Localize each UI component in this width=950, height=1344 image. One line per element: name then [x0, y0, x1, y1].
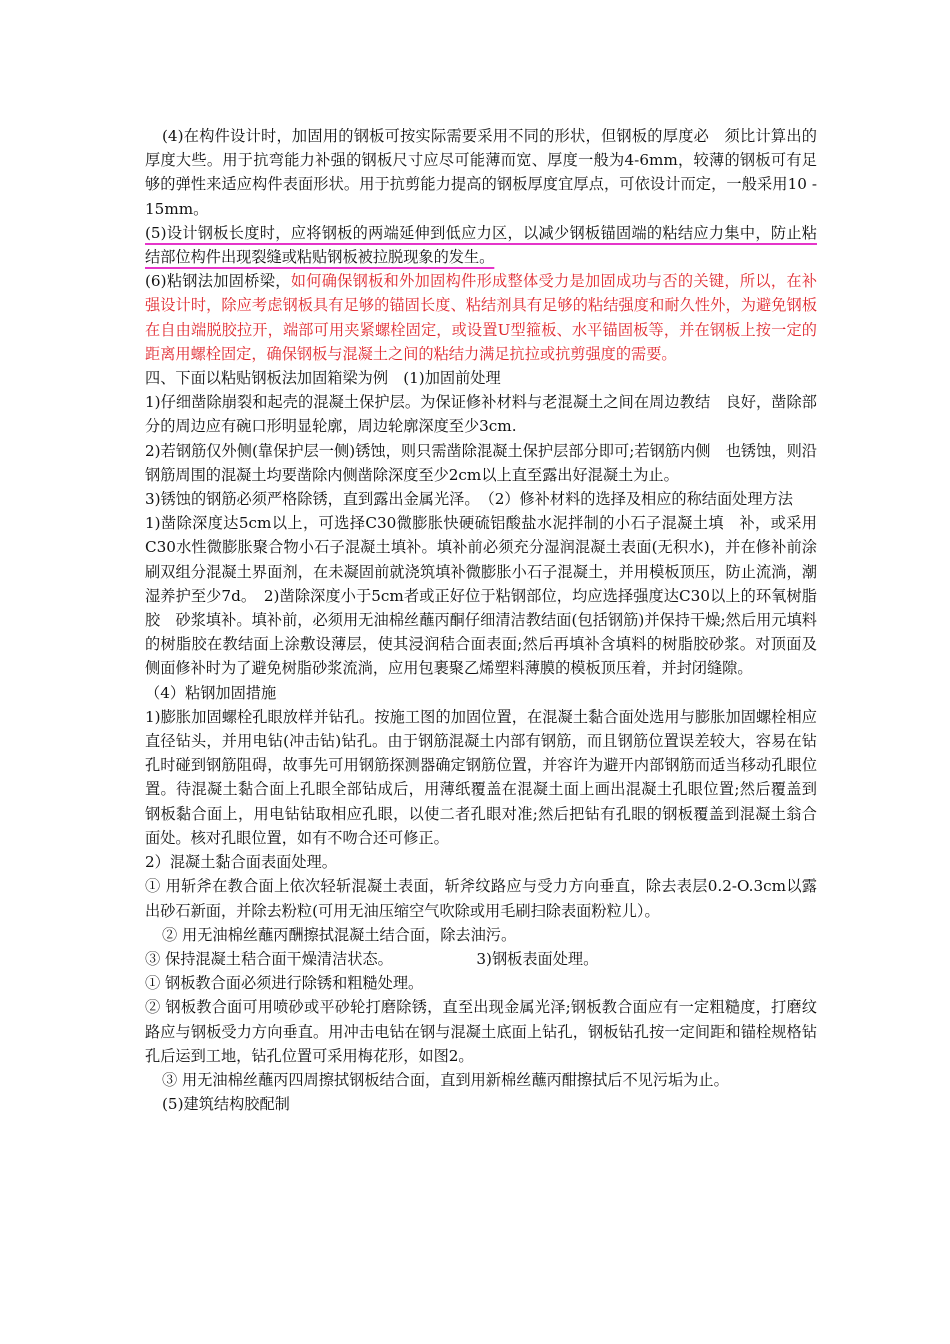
paragraph-6-bridge-bonding	[145, 269, 817, 366]
section-heading-box-girder: 四、下面以粘贴钢板法加固箱梁为例 (1)加固前处理	[145, 369, 501, 388]
heading-adhesive-mix: (5)建筑结构胶配制	[162, 1095, 290, 1114]
document-page	[145, 124, 817, 1116]
red-highlighted-text: 如何确保钢板和外加固构件形成整体受力是加固成功与否的关键，所以，在补强设计时，除应考虑钢板具有足够的锚固长度、粘结剂具有足够的粘结强度和耐久性外，为避免钢板在自由端脱胶拉开，端部可用夹紧螺栓固定，或设置U型箍板、水平锚固板等，并在钢板上按一定的距离用螺栓固定，确保钢板与混凝土之间的粘结力满足抗拉或抗剪强度的需要。	[145, 272, 818, 363]
step-drill-holes: 1)膨胀加固螺栓孔眼放样并钻孔。按施工图的加固位置，在混凝土黏合面处选用与膨胀加固螺栓相应直径钻头，并用电钻(冲击钻)钻孔。由于钢筋混凝土内部有钢筋，而且钢筋位置误差较大，容易在钻孔时碰到钢筋阻碍，故事先可用钢筋探测器确定钢筋位置，并容许为避开内部钢筋而适当移动孔眼位置。待混凝土黏合面上孔眼全部钻成后，用薄纸覆盖在混凝土面上画出混凝土孔眼位置;然后覆盖到钢板黏合面上，用电钻钻取相应孔眼，以使二者孔眼对准;然后把钻有孔眼的钢板覆盖到混凝土翁合面处。核对孔眼位置，如有不吻合还可修正。	[145, 707, 817, 847]
step-2-rebar-corrosion: 2)若钢筋仅外侧(靠保护层一侧)锈蚀，则只需凿除混凝土保护层部分即可;若钢筋内侧 也锈蚀，则沿钢筋周围的混凝土均要凿除内侧凿除深度至少2cm以上直至露出好混凝土为止。	[145, 441, 817, 484]
heading-bonding-measures: （4）粘钢加固措施	[145, 683, 277, 702]
item-acetone-wipe: ② 用无油棉丝蘸丙酬擦拭混凝土结合面，除去油污。	[162, 925, 517, 944]
step-3-rust-removal: 3)锈蚀的钢筋必须严格除锈，直到露出金属光泽。 （2）修补材料的选择及相应的称结面处理方法	[145, 490, 793, 509]
heading-concrete-surface: 2）混凝土黏合面表面处理。	[145, 853, 337, 872]
paragraph-5-plate-length	[145, 221, 817, 269]
paragraph-6-lead: (6)粘钢法加固桥梁，	[145, 272, 291, 291]
item-axe-surface: ① 用斩斧在教合面上依次轻斩混凝土表面，斩斧纹路应与受力方向垂直，除去表层0.2-O.3cm以露出砂石新面，并除去粉粒(可用无油压缩空气吹除或用毛刷扫除表面粉粒儿）。	[145, 877, 817, 920]
item-plate-grinding: ② 钢板教合面可用喷砂或平砂轮打磨除锈，直至出现金属光泽;钢板教合面应有一定粗糙度，打磨纹路应与钢板受力方向垂直。用冲击电钻在钢与混凝土底面上钻孔，钢板钻孔按一定间距和锚栓规格钻孔后运到工地，钻孔位置可采用梅花形，如图2。	[145, 998, 817, 1065]
underlined-text: (5)设计钢板长度时，应将钢板的两端延伸到低应力区，以减少钢板锚固端的粘结应力集中，防止粘结部位构件出现裂缝或粘贴钢板被拉脱现象的发生。	[145, 223, 817, 267]
step-1-chisel-cover: 1)仔细凿除崩裂和起壳的混凝土保护层。为保证修补材料与老混凝土之间在周边教结 良好，凿除部分的周边应有碗口形明显轮廓，周边轮廓深度至少3cm.	[145, 393, 817, 436]
item-plate-wipe: ③ 用无油棉丝蘸丙四周擦拭钢板结合面，直到用新棉丝蘸丙酣擦拭后不见污垢为止。	[162, 1070, 729, 1089]
item-keep-dry: ③ 保持混凝土秸合面干燥清洁状态。 3)钢板表面处理。	[145, 949, 599, 968]
item-plate-derust: ① 钢板教合面必须进行除锈和粗糙处理。	[145, 974, 424, 993]
repair-material-steps: 1)凿除深度达5cm以上，可选择C30微膨胀快硬硫铝酸盐水泥拌制的小石子混凝土填 补，或采用C30水性微膨胀聚合物小石子混凝土填补。填补前必须充分湿润混凝土表面(无积水)，并在修补前涂刷双组分混凝土界面剂，在未凝固前就浇筑填补微膨胀小石子混凝土，并用模板顶压，防止流淌，潮湿养护至少7d。 2)凿除深度小于5cm者或正好位于粘钢部位，均应选择强度达C30以上的环氧树脂胶 砂浆填补。填补前，必须用无油棉丝蘸丙酮仔细清洁教结面(包括钢筋)并保持干燥;然后用元填料的树脂胶在教结面上涂敷设薄层，使其浸润秸合面表面;然后再填补含填料的树脂胶砂浆。对顶面及侧面修补时为了避免树脂砂浆流淌，应用包裹聚乙烯塑料薄膜的模板顶压着，并封闭缝隙。	[145, 514, 817, 678]
paragraph-4-plate-design: (4)在构件设计时，加固用的钢板可按实际需要采用不同的形状，但钢板的厚度必 须比计算出的厚度大些。用于抗弯能力补强的钢板尺寸应尽可能薄而宽、厚度一般为4-6mm，较薄的钢板可有足够的弹性来适应构件表面形状。用于抗剪能力提高的钢板厚度宜厚点，可依设计而定，一般采用10 - 15mm。	[145, 127, 817, 218]
